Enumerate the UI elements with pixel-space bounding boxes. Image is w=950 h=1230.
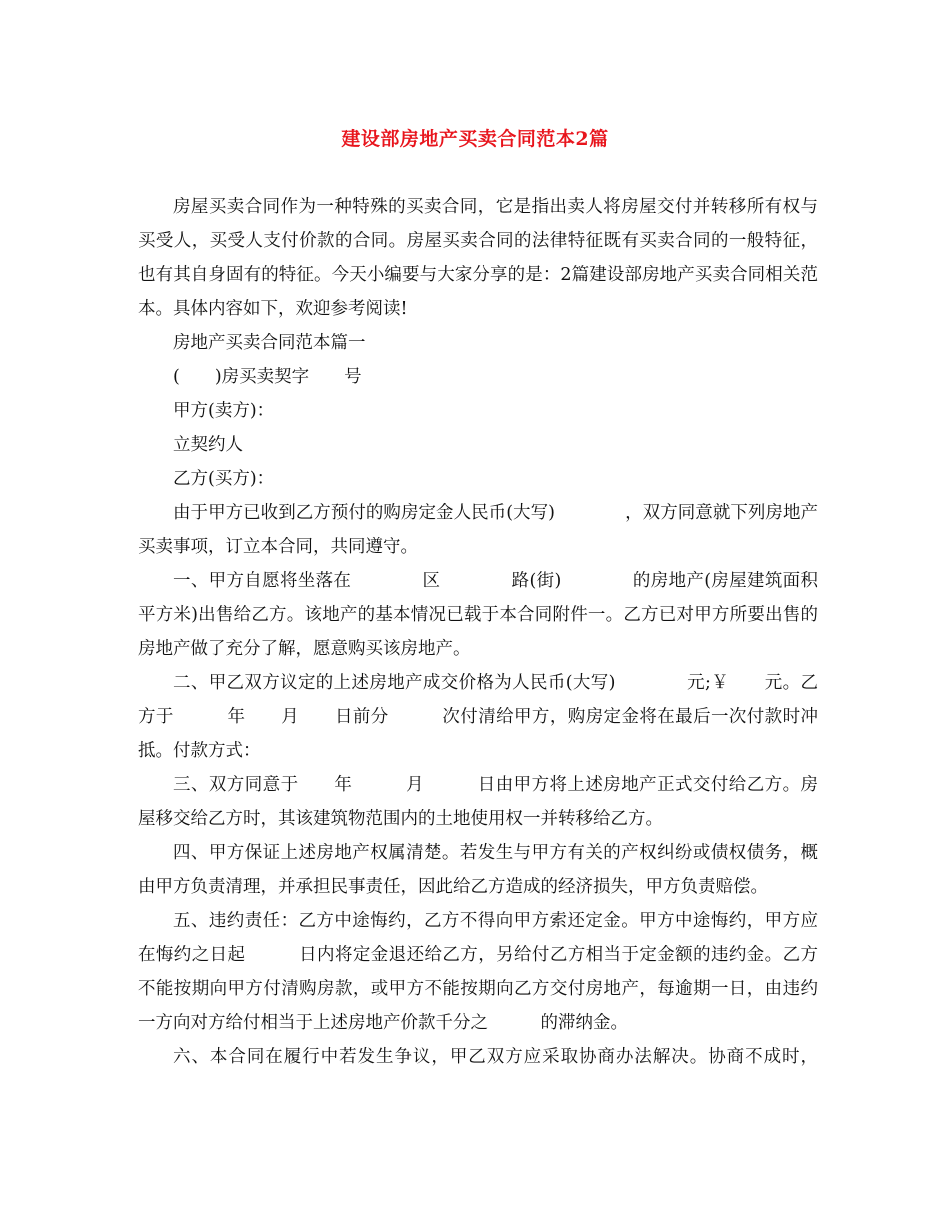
clause-6: 六、本合同在履行中若发生争议，甲乙双方应采取协商办法解决。协商不成时， xyxy=(173,1047,818,1067)
document-title: 建设部房地产买卖合同范本2篇 xyxy=(341,128,609,150)
party-b-line: 乙方(买方)： xyxy=(173,469,275,489)
document-body xyxy=(138,190,888,1074)
section-heading: 房地产买卖合同范本篇一 xyxy=(173,333,366,353)
party-a-line: 甲方(卖方)： xyxy=(173,401,275,421)
clause-4: 四、甲方保证上述房地产权属清楚。若发生与甲方有关的产权纠纷或债权债务，概由甲方负责清理，并承担民事责任，因此给乙方造成的经济损失，甲方负责赔偿。 xyxy=(138,843,818,897)
clause-1: 一、甲方自愿将坐落在 区 路(街) 的房地产(房屋建筑面积 平方米)出售给乙方。该地产的基本情况已载于本合同附件一。乙方已对甲方所要出售的房地产做了充分了解，愿意购买该房地产。 xyxy=(138,571,888,659)
deposit-paragraph: 由于甲方已收到乙方预付的购房定金人民币(大写) ，双方同意就下列房地产买卖事项，订立本合同，共同遵守。 xyxy=(138,503,818,557)
contract-number-line: ( )房买卖契字 号 xyxy=(173,367,362,387)
clause-5: 五、违约责任：乙方中途悔约，乙方不得向甲方索还定金。甲方中途悔约，甲方应在悔约之日起 日内将定金退还给乙方，另给付乙方相当于定金额的违约金。乙方不能按期向甲方付清购房款，或甲方不能按期向乙方交付房地产，每逾期一日，由违约一方向对方给付相当于上述房地产价款千分之 的滞纳金。 xyxy=(138,911,818,1033)
signatory-line: 立契约人 xyxy=(173,435,243,455)
clause-2: 二、甲乙双方议定的上述房地产成交价格为人民币(大写) 元;￥ 元。乙方于 年 月 日前分 次付清给甲方，购房定金将在最后一次付款时冲抵。付款方式： xyxy=(138,673,818,761)
intro-paragraph: 房屋买卖合同作为一种特殊的买卖合同，它是指出卖人将房屋交付并转移所有权与买受人，买受人支付价款的合同。房屋买卖合同的法律特征既有买卖合同的一般特征，也有其自身固有的特征。今天小编要与大家分享的是：2篇建设部房地产买卖合同相关范本。具体内容如下，欢迎参考阅读! xyxy=(138,197,818,319)
clause-3: 三、双方同意于 年 月 日由甲方将上述房地产正式交付给乙方。房屋移交给乙方时，其该建筑物范围内的土地使用权一并转移给乙方。 xyxy=(138,775,818,829)
